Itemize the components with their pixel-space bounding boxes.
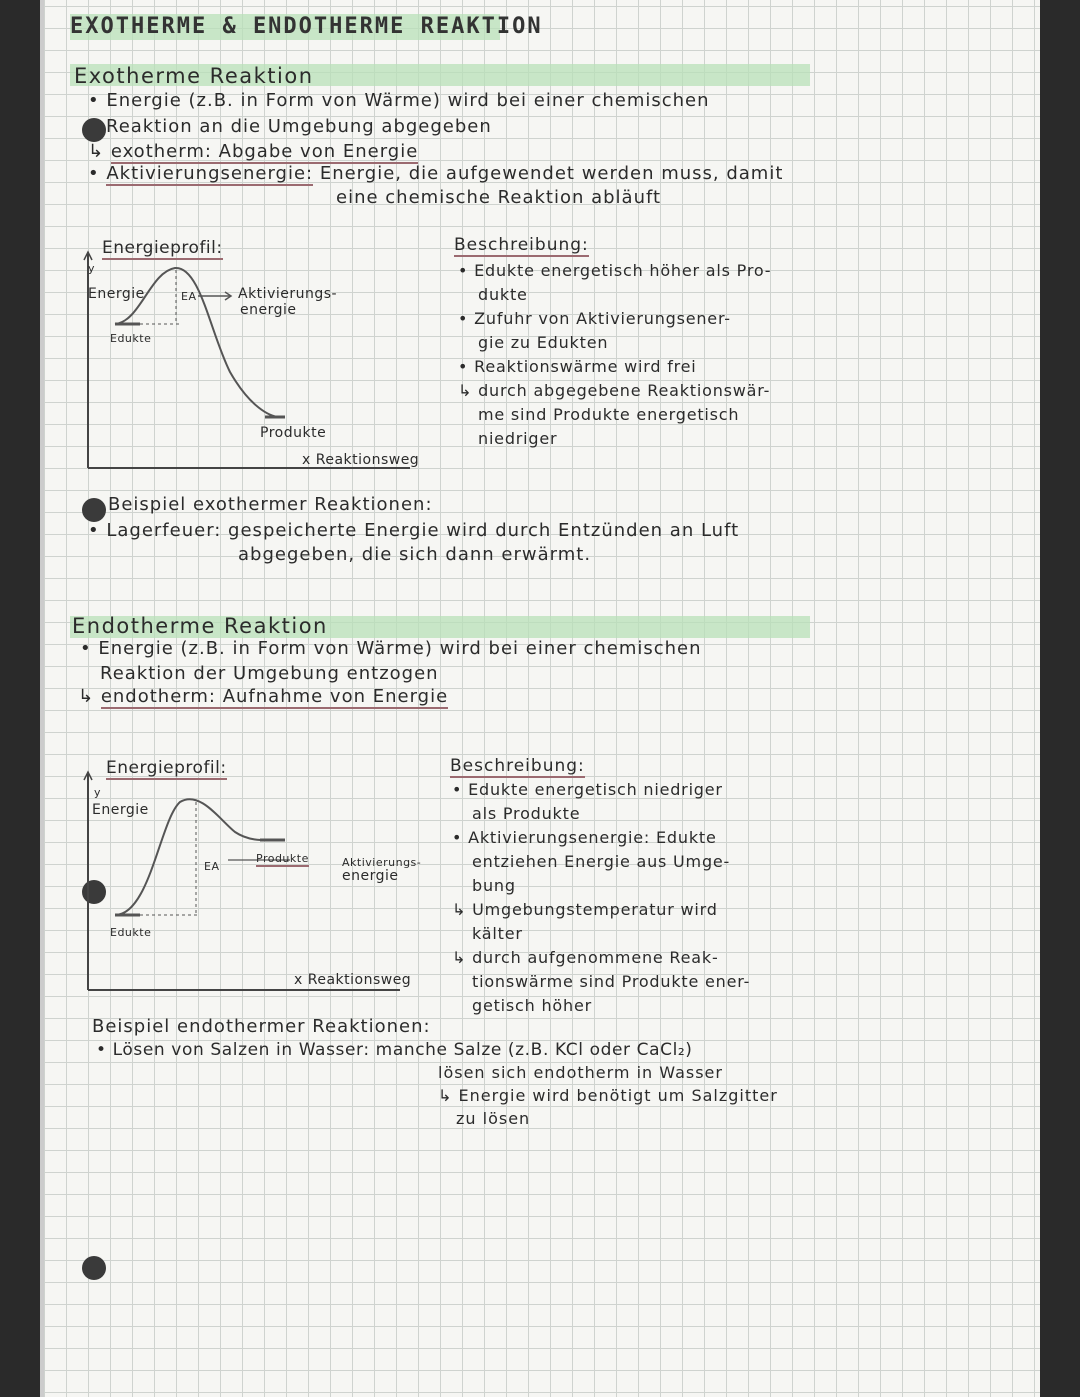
exo-example-line-1: • Lagerfeuer: gespeicherte Energie wird durch Entzünden an Luft xyxy=(88,520,740,541)
endo-energy-label: Energie xyxy=(92,802,149,818)
exo-activation-label-1: Aktivierungs- xyxy=(238,286,338,302)
exo-activation-def-2: eine chemische Reaktion abläuft xyxy=(336,187,662,208)
exo-energy-profile-diagram xyxy=(80,232,460,482)
notebook-page xyxy=(40,0,1040,1397)
exo-description-list xyxy=(458,259,771,451)
endo-desc-line-9: tionswärme sind Produkte ener- xyxy=(472,972,751,991)
endo-produkte-label: Produkte xyxy=(256,852,309,865)
endo-line-3: ↳ endotherm: Aufnahme von Energie xyxy=(78,686,449,707)
punch-hole-1 xyxy=(82,118,106,142)
endo-desc-line-1: • Edukte energetisch niedriger xyxy=(452,780,723,799)
exo-ea-term: Aktivierungsenergie: xyxy=(106,163,314,184)
endo-example-line-3: ↳ Energie wird benötigt um Salzgitter xyxy=(438,1086,778,1105)
exo-activation-label-2: energie xyxy=(240,302,297,318)
endo-example-line-2: lösen sich endotherm in Wasser xyxy=(438,1063,723,1082)
exo-produkte-label: Produkte xyxy=(260,425,327,441)
punch-hole-2 xyxy=(82,498,106,522)
endo-desc-line-6: ↳ Umgebungstemperatur wird xyxy=(452,900,718,919)
exo-desc-line-8: niedriger xyxy=(478,429,558,448)
exo-line-3: ↳ exotherm: Abgabe von Energie xyxy=(88,141,419,162)
endo-desc-line-3: • Aktivierungsenergie: Edukte xyxy=(452,828,717,847)
exo-activation-line: • Aktivierungsenergie: Energie, die aufgewendet werden muss, damit xyxy=(88,163,784,184)
endo-desc-line-2: als Produkte xyxy=(472,804,581,823)
exo-desc-line-2: dukte xyxy=(478,285,528,304)
exo-profile-title: Energieprofil: xyxy=(102,238,223,258)
endo-description-list xyxy=(452,778,750,1018)
endo-line-1: • Energie (z.B. in Form von Wärme) wird bei einer chemischen xyxy=(80,638,702,659)
exo-energy-label: Energie xyxy=(88,286,145,302)
exo-desc-line-1: • Edukte energetisch höher als Pro- xyxy=(458,261,772,280)
endo-desc-line-7: kälter xyxy=(472,924,523,943)
endo-ea-label: EA xyxy=(204,860,220,873)
exo-description-title: Beschreibung: xyxy=(454,235,589,255)
endo-activation-label-1: Aktivierungs- xyxy=(342,856,422,869)
endo-y-label: y xyxy=(94,786,102,799)
endo-edukte-label: Edukte xyxy=(110,926,152,939)
endo-profile-title: Energieprofil: xyxy=(106,758,227,778)
endo-activation-label-2: energie xyxy=(342,868,399,884)
endo-energy-profile-diagram xyxy=(80,760,460,1000)
endo-heading: Endotherme Reaktion xyxy=(72,614,328,638)
exo-edukte-label: Edukte xyxy=(110,332,152,345)
exo-line-2: Reaktion an die Umgebung abgegeben xyxy=(106,116,492,137)
exo-desc-line-7: me sind Produkte energetisch xyxy=(478,405,740,424)
endo-desc-line-5: bung xyxy=(472,876,516,895)
endo-example-title: Beispiel endothermer Reaktionen: xyxy=(92,1016,431,1037)
endo-example-line-4: zu lösen xyxy=(456,1109,531,1128)
page-edge xyxy=(40,0,44,1397)
exo-line-1: • Energie (z.B. in Form von Wärme) wird bei einer chemischen xyxy=(88,90,710,111)
punch-hole-4 xyxy=(82,1256,106,1280)
exo-x-label: x Reaktionsweg xyxy=(302,452,420,468)
exo-desc-line-6: ↳ durch abgegebene Reaktionswär- xyxy=(458,381,771,400)
page-title: EXOTHERME & ENDOTHERME REAKTION xyxy=(70,14,543,39)
exo-ea-label: EA xyxy=(181,290,197,303)
endo-desc-line-8: ↳ durch aufgenommene Reak- xyxy=(452,948,719,967)
exo-heading: Exotherme Reaktion xyxy=(74,64,314,88)
endo-line-2: Reaktion der Umgebung entzogen xyxy=(100,663,439,684)
endo-desc-line-10: getisch höher xyxy=(472,996,592,1015)
exo-desc-line-4: gie zu Edukten xyxy=(478,333,609,352)
exo-example-title: Beispiel exothermer Reaktionen: xyxy=(108,494,433,515)
exo-desc-line-5: • Reaktionswärme wird frei xyxy=(458,357,697,376)
endo-example-line-1: • Lösen von Salzen in Wasser: manche Salze (z.B. KCl oder CaCl₂) xyxy=(96,1040,693,1060)
exo-y-label: y xyxy=(88,262,96,275)
endo-desc-line-4: entziehen Energie aus Umge- xyxy=(472,852,731,871)
exo-desc-line-3: • Zufuhr von Aktivierungsener- xyxy=(458,309,731,328)
exo-example-line-2: abgegeben, die sich dann erwärmt. xyxy=(238,544,592,565)
endo-x-label: x Reaktionsweg xyxy=(294,972,412,988)
endo-description-title: Beschreibung: xyxy=(450,756,585,776)
